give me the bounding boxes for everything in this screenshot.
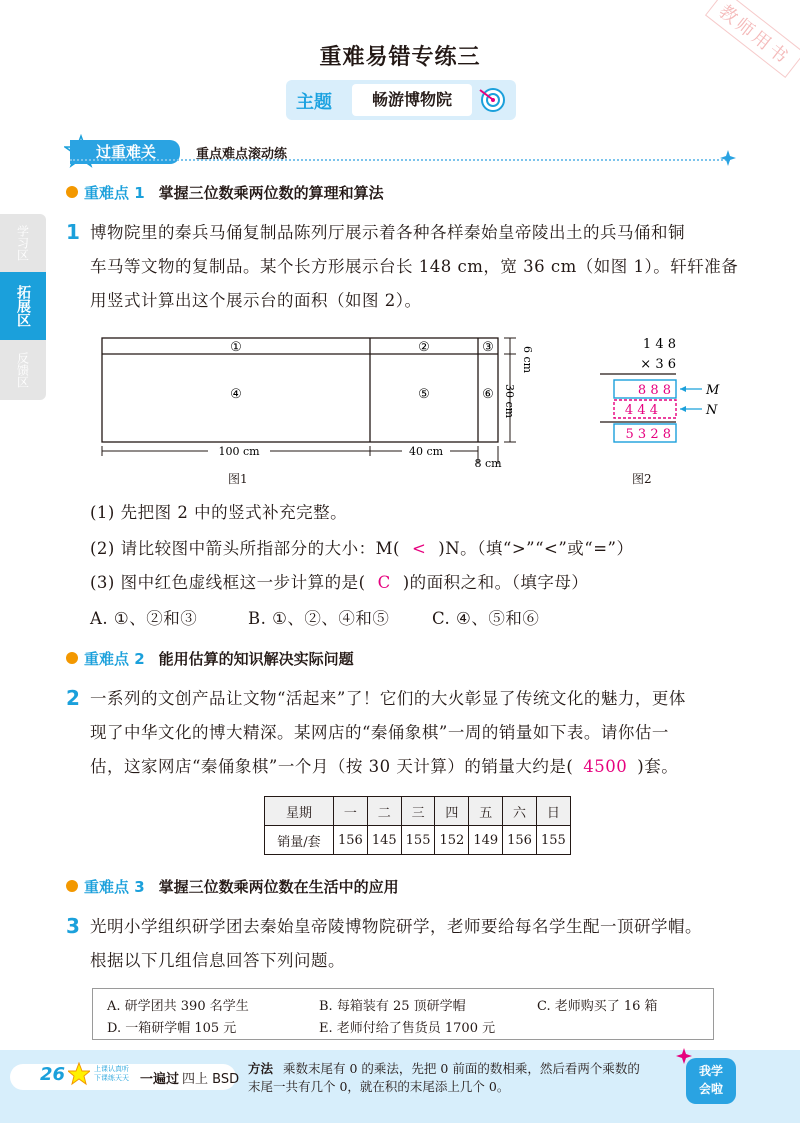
figure-1-diagram <box>96 332 536 472</box>
cell-5: ⑤ <box>418 387 430 402</box>
sub-question-2: (2) 请比较图中箭头所指部分的大小：M( < )N。（填“>”“<”或“=”） <box>90 539 634 558</box>
target-icon <box>478 86 508 114</box>
dim-40cm: 40 cm <box>408 445 444 458</box>
info-a: A. 研学团共 390 名学生 <box>107 999 249 1014</box>
topic-label: 主题 <box>296 92 332 113</box>
learned-badge: 我学 会啦 <box>686 1058 736 1104</box>
question-number: 3 <box>66 914 80 938</box>
figure-2-caption: 图2 <box>632 472 652 486</box>
bulb-icon <box>66 186 78 198</box>
info-e: E. 老师付给了售货员 1700 元 <box>319 1021 496 1036</box>
side-tab-study[interactable]: 学习区 <box>0 214 46 272</box>
question-1-text: 博物院里的秦兵马俑复制品陈列厅展示着各种各样秦始皇帝陵出土的兵马俑和铜 车马等文物的复制品。某个长方形展示台长 148 cm，宽 36 cm（如图 1）。轩轩准备 用竖式计算出这个展示台的面积（如图 2）。 <box>90 223 739 310</box>
option-a: A. ①、②和③ <box>90 609 198 628</box>
dim-6cm: 6 cm <box>521 346 534 374</box>
section-label: 过重难关 <box>70 140 180 164</box>
sub-question-3: (3) 图中红色虚线框这一步计算的是( C )的面积之和。（填字母） <box>90 573 589 592</box>
brand-name: 一遍过 <box>140 1072 180 1087</box>
answer-choice: C <box>377 573 391 592</box>
topic-value: 畅游博物院 <box>352 84 472 116</box>
info-c: C. 老师购买了 16 箱 <box>537 999 658 1014</box>
cell-1: ① <box>230 340 242 355</box>
partial-row-1: 8 8 8 <box>637 383 671 398</box>
multiplier: × 3 6 <box>640 357 676 372</box>
info-box <box>92 988 714 1040</box>
sparkle-icon <box>676 1048 692 1064</box>
sales-table <box>264 796 571 855</box>
option-b: B. ①、②、④和⑤ <box>248 609 390 628</box>
teacher-edition-stamp: 教师用书 <box>705 0 800 78</box>
question-3-text: 光明小学组织研学团去秦始皇帝陵博物院研学，老师要给每名学生配一顶研学帽。 根据以下几组信息回答下列问题。 <box>90 917 702 970</box>
cell-6: ⑥ <box>482 387 494 402</box>
section-divider <box>70 159 730 161</box>
dim-8cm: 8 cm <box>474 457 502 470</box>
table-header-row: 星期 一 二 三 四 五 六 日 <box>265 797 571 826</box>
sparkle-icon <box>720 150 736 166</box>
side-tab-extend[interactable]: 拓展区 <box>0 272 46 340</box>
dim-30cm: 30 cm <box>503 384 516 419</box>
cell-4: ④ <box>230 387 242 402</box>
product-result: 5 3 2 8 <box>625 427 671 442</box>
table-row: 销量/套 156 145 155 152 149 156 155 <box>265 826 571 855</box>
dim-100cm: 100 cm <box>218 445 260 458</box>
mascot-icon <box>68 1062 90 1086</box>
question-number: 1 <box>66 220 80 244</box>
option-c: C. ④、⑤和⑥ <box>432 609 540 628</box>
info-d: D. 一箱研学帽 105 元 <box>107 1021 237 1036</box>
side-tab-feedback[interactable]: 反馈区 <box>0 340 46 400</box>
cell-3: ③ <box>482 340 494 355</box>
key-point-3: 重难点 3 掌握三位数乘两位数在生活中的应用 <box>66 876 399 897</box>
grade-label: 四上 BSD <box>182 1072 240 1087</box>
brand-slogan: 上课认真听 下课练天天 <box>94 1065 129 1082</box>
label-n: N <box>706 403 718 418</box>
label-m: M <box>706 383 720 398</box>
answer-estimate: 4500 <box>583 757 628 776</box>
figure-2-diagram <box>590 332 750 446</box>
page-title: 重难易错专练三 <box>319 45 481 70</box>
key-point-2: 重难点 2 能用估算的知识解决实际问题 <box>66 648 354 669</box>
answer-compare: < <box>411 539 427 558</box>
method-tip: 方法 乘数末尾有 0 的乘法，先把 0 前面的数相乘，然后看两个乘数的 末尾一共有几个 0，就在积的末尾添上几个 0。 <box>248 1061 640 1094</box>
multiplicand: 1 4 8 <box>642 337 676 352</box>
cell-2: ② <box>418 340 430 355</box>
partial-row-2: 4 4 4 <box>624 403 658 418</box>
info-b: B. 每箱装有 25 顶研学帽 <box>319 999 466 1014</box>
sub-question-1: (1) 先把图 2 中的竖式补充完整。 <box>90 503 348 522</box>
section-subtitle: 重点难点滚动练 <box>196 147 288 162</box>
figure-1-caption: 图1 <box>228 472 248 486</box>
question-2-text: 一系列的文创产品让文物“活起来”了！它们的大火彰显了传统文化的魅力，更体 现了中华文化的博大精深。某网店的“秦俑象棋”一周的销量如下表。请你估一 估，这家网店“秦俑象棋”一个月（按 30 天计算）的销量大约是( 4500 )套。 <box>90 689 686 776</box>
question-number: 2 <box>66 686 80 710</box>
bulb-icon <box>66 880 78 892</box>
tip-label: 方法 <box>248 1061 274 1076</box>
key-point-1: 重难点 1 掌握三位数乘两位数的算理和算法 <box>66 182 384 203</box>
bulb-icon <box>66 652 78 664</box>
page-number: 26 <box>40 1064 66 1085</box>
